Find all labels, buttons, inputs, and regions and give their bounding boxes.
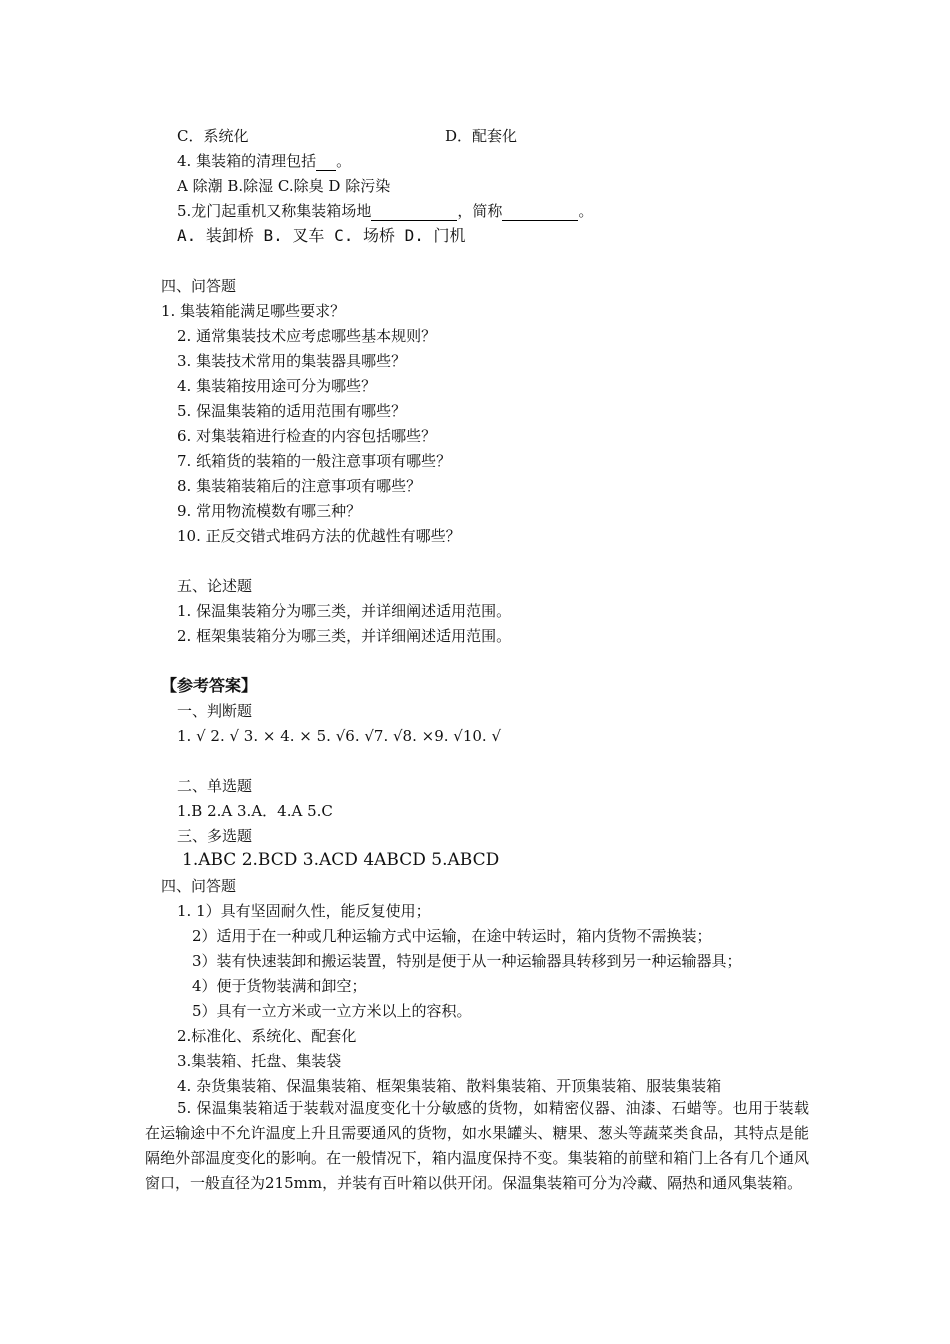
answer-blank: [502, 204, 578, 221]
question-item: 1. 集装箱能满足哪些要求？: [161, 302, 346, 320]
essay-question: 1. 保温集装箱分为哪三类，并详细阐述适用范围。: [177, 602, 512, 620]
qa-answer-line: 1. 1）具有坚固耐久性，能反复使用；: [177, 902, 431, 920]
section-4-title: 四、问答题: [161, 277, 237, 295]
qa-answer-5-paragraph: [145, 1096, 809, 1196]
qa-answer-3: 3.集装箱、托盘、集装袋: [177, 1052, 342, 1070]
question-item: 8. 集装箱装箱后的注意事项有哪些？: [177, 477, 422, 495]
question-item: 3. 集装技术常用的集装器具哪些？: [177, 352, 407, 370]
question-item: 10. 正反交错式堆码方法的优越性有哪些？: [177, 527, 461, 545]
qa-answer-line: 2）适用于在一种或几种运输方式中运输，在途中转运时，箱内货物不需换装；: [192, 927, 712, 945]
question-item: 4. 集装箱按用途可分为哪些？: [177, 377, 377, 395]
question-item: 7. 纸箱货的装箱的一般注意事项有哪些？: [177, 452, 452, 470]
qa-answer-4: 4. 杂货集装箱、保温集装箱、框架集装箱、散料集装箱、开顶集装箱、服装集装箱: [177, 1077, 722, 1095]
question-5-mid: ，简称: [457, 202, 503, 220]
question-4-options: A 除潮 B.除湿 C.除臭 D 除污染: [177, 177, 391, 195]
judge-title: 一、判断题: [177, 702, 253, 720]
single-title: 二、单选题: [177, 777, 253, 795]
qa-answer-line: 3）装有快速装卸和搬运装置，特别是便于从一种运输器具转移到另一种运输器具；: [192, 952, 742, 970]
question-item: 9. 常用物流模数有哪三种？: [177, 502, 362, 520]
question-5: [177, 201, 593, 221]
qa-answer-line: 4）便于货物装满和卸空；: [192, 977, 367, 995]
judge-answers: 1. √ 2. √ 3. × 4. × 5. √6. √7. √8. ×9. √10. √: [177, 727, 502, 745]
question-4-prefix: 4. 集装箱的清理包括: [177, 152, 317, 170]
question-item: 6. 对集装箱进行检查的内容包括哪些？: [177, 427, 437, 445]
qa-answer-line: 5）具有一立方米或一立方米以上的容积。: [192, 1002, 472, 1020]
multi-title: 三、多选题: [177, 827, 253, 845]
section-5-title: 五、论述题: [177, 577, 253, 595]
essay-question: 2. 框架集装箱分为哪三类，并详细阐述适用范围。: [177, 627, 512, 645]
single-answers: 1.B 2.A 3.A．4.A 5.C: [177, 802, 333, 820]
qa-answer-5: 5. 保温集装箱适于装载对温度变化十分敏感的货物，如精密仪器、油漆、石蜡等。也用于装载在运输途中不允许温度上升且需要通风的货物，如水果罐头、糖果、葱头等蔬菜类食品，其特点是能隔绝外部温度变化的影响。在一般情况下，箱内温度保持不变。集装箱的前壁和箱门上各有几个通风窗口，一般直径为215mm，并装有百叶箱以供开闭。保温集装箱可分为冷藏、隔热和通风集装箱。: [145, 1099, 809, 1192]
question-4: [177, 151, 351, 171]
option-c: C．系统化: [177, 127, 249, 145]
question-5-prefix: 5.龙门起重机又称集装箱场地: [177, 202, 372, 220]
answers-heading: 【参考答案】: [161, 676, 258, 695]
question-4-suffix: 。: [336, 152, 352, 170]
answer-blank: [316, 154, 336, 171]
answer-blank: [371, 204, 457, 221]
question-5-options: A. 装卸桥 B. 叉车 C. 场桥 D. 门机: [177, 226, 466, 245]
question-item: 2. 通常集装技术应考虑哪些基本规则？: [177, 327, 437, 345]
question-5-suffix: 。: [578, 202, 594, 220]
qa-title: 四、问答题: [161, 877, 237, 895]
multi-answers: 1.ABC 2.BCD 3.ACD 4ABCD 5.ABCD: [182, 850, 500, 870]
question-item: 5. 保温集装箱的适用范围有哪些？: [177, 402, 407, 420]
qa-answer-2: 2.标准化、系统化、配套化: [177, 1027, 357, 1045]
option-d: D．配套化: [445, 127, 518, 145]
